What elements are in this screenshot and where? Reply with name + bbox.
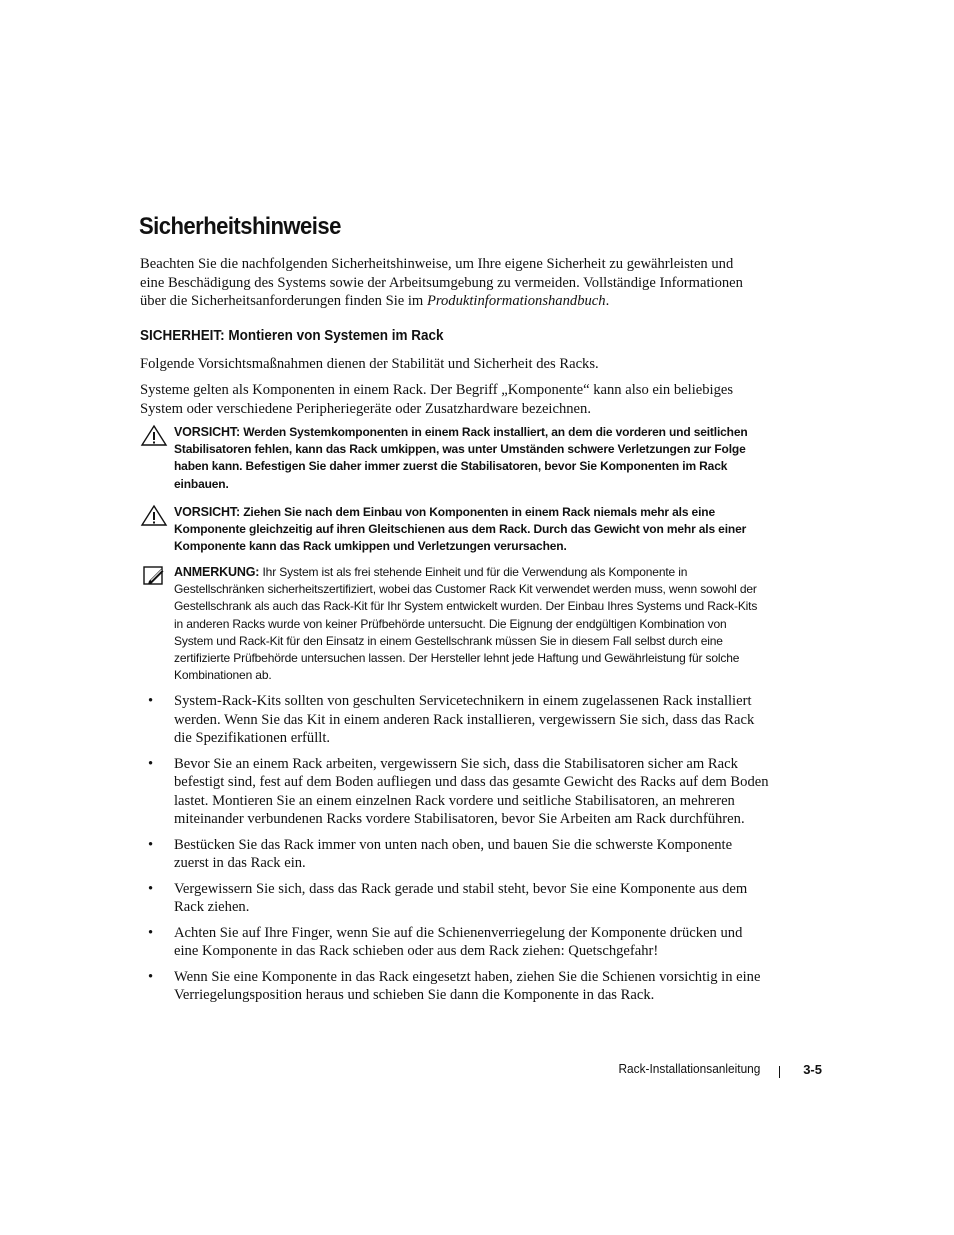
list-item [140,692,770,748]
footer-divider [779,1066,780,1078]
bullet-symbol: • [148,968,154,985]
caution-text: Ziehen Sie nach dem Einbau von Komponenten in einem Rack niemals mehr als eine Komponente gleichzeitig auf ihren Gleitschienen aus dem Rack. Durch das Gewicht von mehr als einer Komponente kann das Rack umkippen und Verletzungen verursachen. [174,505,747,554]
caution-label: VORSICHT: [174,425,241,439]
intro-paragraph [140,255,760,311]
list-item-text: Bevor Sie an einem Rack arbeiten, vergewissern Sie sich, dass die Stabilisatoren sicher am Rack befestigt sind, fest auf dem Boden aufliegen und dass das gesamte Gewicht des Racks auf dem Boden lastet. Montieren Sie an einem einzelnen Rack vordere und seitliche Stabilisatoren, an mehreren miteinander verbundenen Racks vordere Stabilisatoren, bevor Sie Arbeiten am Rack durchführen. [174,755,769,827]
list-item-text: System-Rack-Kits sollten von geschulten Servicetechnikern in einem zugelassenen Rack installiert werden. Wenn Sie das Kit in einem anderen Rack installieren, vergewissern Sie sich, dass das Rack die Spezifikationen erfüllt. [174,693,755,746]
page-number: 3-5 [803,1062,822,1077]
list-item [140,924,770,961]
section-heading: SICHERHEIT: Montieren von Systemen im Rack [140,328,444,344]
bullet-symbol: • [148,880,154,897]
footer-document-title: Rack-Installationsanleitung [618,1062,760,1076]
page-title: Sicherheitshinweise [139,213,341,240]
caution-notice-1 [140,424,760,493]
caution-label: VORSICHT: [174,505,241,519]
bullet-symbol: • [148,693,154,709]
note-notice [140,564,760,684]
section-paragraph-1: Folgende Vorsichtsmaßnahmen dienen der Stabilität und Sicherheit des Racks. [140,356,599,372]
safety-bullet-list [140,692,770,1012]
intro-text: Beachten Sie die nachfolgenden Sicherheitshinweise, um Ihre eigene Sicherheit zu gewährleisten und eine Beschädigung des Systems sowie der Arbeitsumgebung zu vermeiden. Vollständige Informationen über die Sicherheitsanforderungen finden Sie im [140,256,743,309]
list-item [140,880,770,917]
list-item [140,968,770,1005]
list-item [140,755,770,829]
bullet-symbol: • [148,924,154,941]
list-item [140,836,770,873]
note-label: ANMERKUNG: [174,565,260,579]
bullet-symbol: • [148,836,154,853]
intro-italic-reference: Produktinformationshandbuch [426,293,606,309]
intro-end: . [605,293,610,309]
bullet-symbol: • [148,755,154,772]
list-item-text: Bestücken Sie das Rack immer von unten nach oben, und bauen Sie die schwerste Komponente zuerst in das Rack ein. [174,836,733,871]
list-item-text: Achten Sie auf Ihre Finger, wenn Sie auf die Schienenverriegelung der Komponente drücken und eine Komponente in das Rack schieben oder aus dem Rack ziehen: Quetschgefahr! [174,924,743,959]
list-item-text: Wenn Sie eine Komponente in das Rack eingesetzt haben, ziehen Sie die Schienen vorsichtig in eine Verriegelungsposition heraus und schieben Sie dann die Komponente in das Rack. [174,968,761,1003]
warning-triangle-icon [140,504,168,528]
list-item-text: Vergewissern Sie sich, dass das Rack gerade und stabil steht, bevor Sie eine Komponente aus dem Rack ziehen. [174,880,748,915]
note-text: Ihr System ist als frei stehende Einheit und für die Verwendung als Komponente in Gestellschränken sicherheitszertifiziert, wobei das Customer Rack Kit verwendet werden muss, wenn sowohl der Gestellschrank als auch das Rack-Kit für Ihr System entwickelt wurden. Der Einbau Ihres Systems und Rack-Kits in anderen Racks wurde von keiner Prüfbehörde untersucht. Die Eignung der endgültigen Kombination von System und Rack-Kit für den Einsatz in einem Gestellschrank müssen Sie in diesem Fall selbst durch eine zertifizierte Prüfbehörde untersuchen lassen. Der Hersteller lehnt jede Haftung und Gewährleistung für solche Kombinationen ab. [174,565,758,683]
section-paragraph-2: Systeme gelten als Komponenten in einem Rack. Der Begriff „Komponente“ kann also ein beliebiges System oder verschiedene Peripheriegeräte oder Zusatzhardware bezeichnen. [140,382,734,417]
page-footer [560,1062,822,1082]
note-pencil-icon [140,564,168,588]
caution-text: Werden Systemkomponenten in einem Rack installiert, an dem die vorderen und seitlichen Stabilisatoren fehlen, kann das Rack umkippen, was unter Umständen schwere Verletzungen zur Folge haben kann. Befestigen Sie daher immer zuerst die Stabilisatoren, bevor Sie Komponenten im Rack einbauen. [174,425,748,491]
warning-triangle-icon [140,424,168,448]
caution-notice-2 [140,504,760,556]
